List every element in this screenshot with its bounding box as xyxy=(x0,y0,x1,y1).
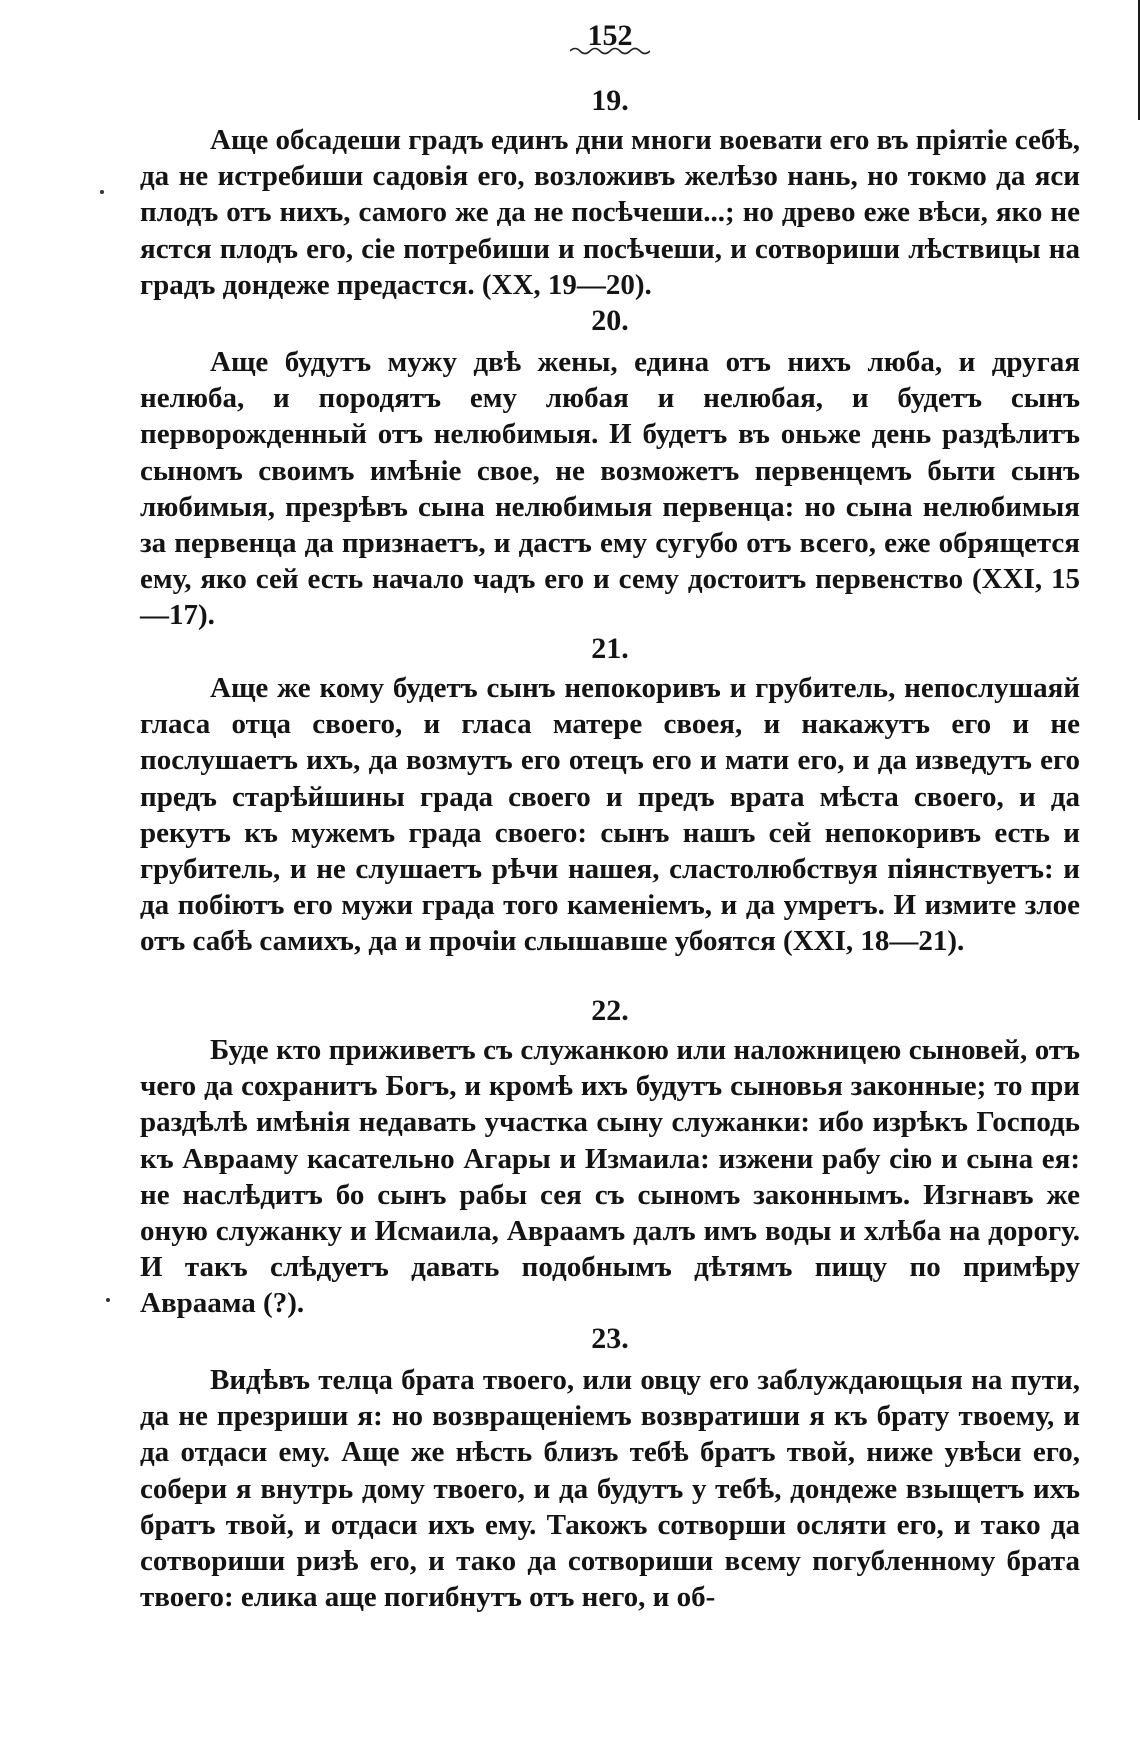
section-paragraph-19 xyxy=(140,122,1080,303)
section-heading-23: 23. xyxy=(591,1322,629,1355)
section-paragraph-23 xyxy=(140,1362,1080,1615)
page-number xyxy=(140,18,1080,56)
scan-speck xyxy=(100,190,104,194)
section-heading-21: 21. xyxy=(591,632,629,665)
section-heading-19: 19. xyxy=(591,84,629,117)
section-heading-20: 20. xyxy=(591,304,629,337)
document-page xyxy=(140,0,1080,1739)
section-text-23: Видѣвъ телца брата твоего, или овцу его заблуждающыя на пути, да не презриши я: но возвращеніемъ возвратиши я къ брату твоему, и да отдаси ему. Аще же нѣсть близъ тебѣ братъ твой, ниже увѣси его, собери я внутрь дому твоего, и да будутъ у тебѣ, дондеже взыщетъ ихъ братъ твой, и отдаси ихъ ему. Такожъ сотворши осляти его, и тако да сотвориши ризѣ его, и тако да сотвориши всему погубленному брата твоего: елика аще погибнутъ отъ него, и об- xyxy=(140,1364,1080,1614)
section-text-22: Буде кто приживетъ съ служанкою или наложницею сыновей, отъ чего да сохранитъ Богъ, и кромѣ ихъ будутъ сыновья законные; то при раздѣлѣ имѣнія недавать участка сыну служанки: ибо изрѣкъ Господь къ Аврааму касательно Агары и Измаила: изжени рабу сію и сына ея: не наслѣдитъ бо сынъ рабы сея съ сыномъ законнымъ. Изгнавъ же оную служанку и Исмаила, Авраамъ далъ имъ воды и хлѣба на дорогу. И такъ слѣдуетъ давать подобнымъ дѣтямъ пищу по примѣру Авраама (?). xyxy=(140,1034,1080,1320)
scan-speck xyxy=(106,1298,110,1302)
section-paragraph-21 xyxy=(140,670,1080,960)
section-text-21: Аще же кому будетъ сынъ непокоривъ и грубитель, непослушаяй гласа отца своего, и гласа матере своея, и накажутъ его и не послушаетъ ихъ, да возмутъ его отецъ его и мати его, и да изведутъ его предъ старѣйшины града своего и предъ врата мѣста своего, и да рекутъ къ мужемъ града своего: сынъ нашъ сей непокоривъ есть и грубитель, и не слушаетъ рѣчи нашея, сластолюбствуя піянствуетъ: и да побіютъ его мужи града того каменіемъ, и да умретъ. И измите злое отъ сабѣ самихъ, да и прочіи слышавше убоятся (XXI, 18—21). xyxy=(140,672,1080,958)
section-text-19: Аще обсадеши градъ единъ дни многи воевати его въ пріятіе себѣ, да не истребиши садовія его, возложивъ желѣзо нань, но токмо да яси плодъ отъ нихъ, самого же да не посѣчеши...; но древо еже вѣси, яко не ястся плодъ его, сіе потребиши и посѣчеши, и сотвориши лѣствицы на градъ дондеже предастся. (XX, 19—20). xyxy=(140,124,1080,301)
page-number-text: 152 xyxy=(587,19,633,52)
section-paragraph-22 xyxy=(140,1032,1080,1322)
section-heading-22: 22. xyxy=(591,994,629,1027)
section-text-20: Аще будутъ мужу двѣ жены, едина отъ нихъ люба, и другая нелюба, и породятъ ему любая и нелюбая, и будетъ сынъ перворожденный отъ нелюбимыя. И будетъ въ оньже день раздѣлитъ сыномъ своимъ имѣніе свое, не возможетъ первенцемъ быти сынъ любимыя, презрѣвъ сына нелюбимыя первенца: но сына нелюбимыя за первенца да признаетъ, и дастъ ему сугубо отъ всего, еже обрящется ему, яко сей есть начало чадъ его и сему достоитъ первенство (XXI, 15—17). xyxy=(140,346,1080,632)
section-paragraph-20 xyxy=(140,344,1080,634)
